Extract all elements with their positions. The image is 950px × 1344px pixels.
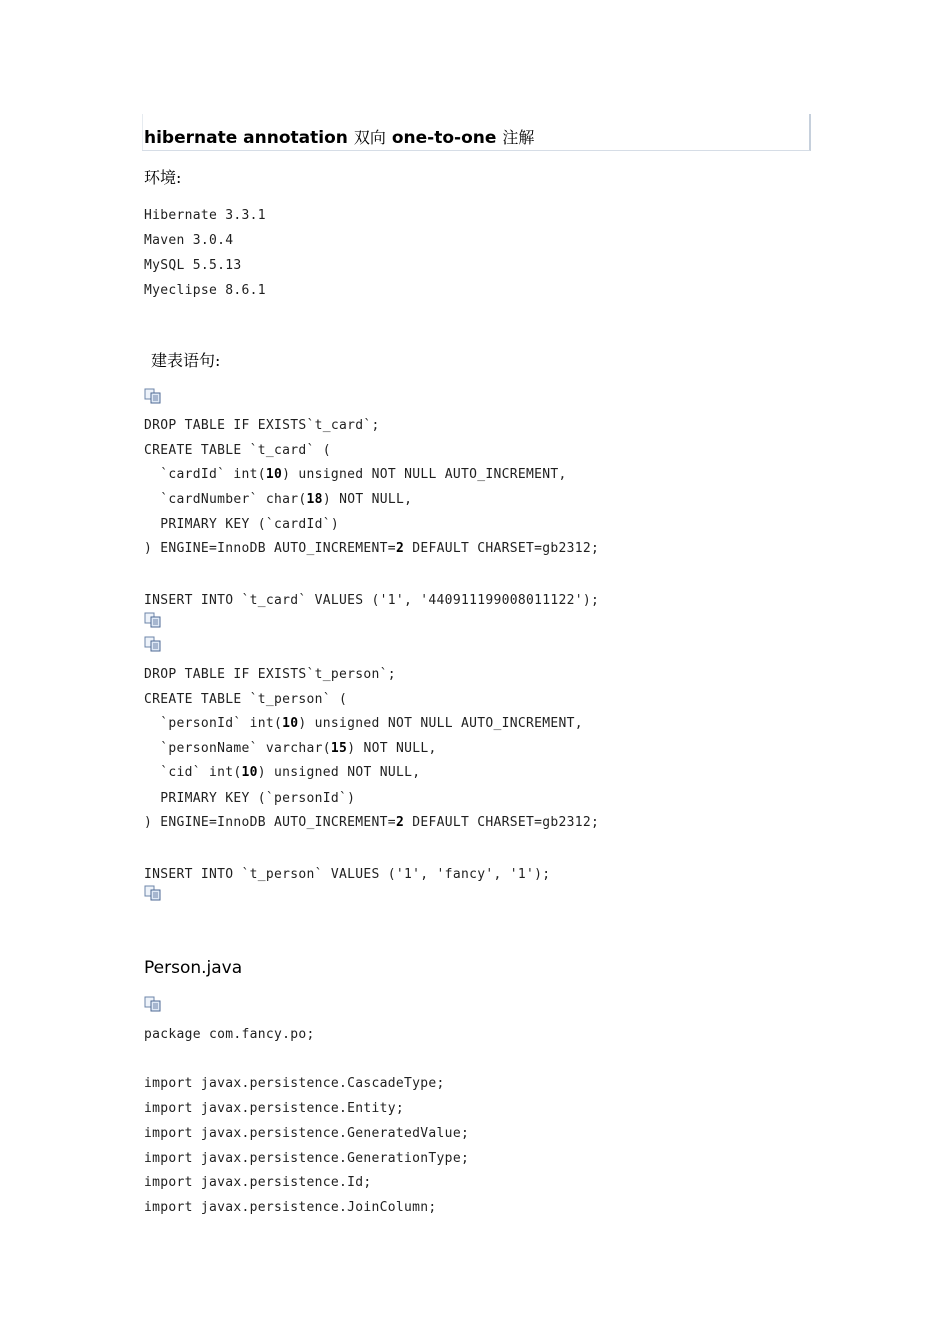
page-title bbox=[144, 125, 540, 148]
copy-code-icon[interactable] bbox=[144, 885, 162, 901]
java-package: package com.fancy.po; bbox=[144, 1027, 315, 1042]
sql-person-line-3: `personId` int(10) unsigned NOT NULL AUTO_INCREMENT, bbox=[144, 716, 583, 731]
env-line-1: Hibernate 3.3.1 bbox=[144, 208, 266, 223]
sql-card-line-6: ) ENGINE=InnoDB AUTO_INCREMENT=2 DEFAULT CHARSET=gb2312; bbox=[144, 541, 600, 556]
java-import-1: import javax.persistence.CascadeType; bbox=[144, 1076, 445, 1091]
sql-person-line-2: CREATE TABLE `t_person` ( bbox=[144, 692, 348, 707]
copy-code-icon[interactable] bbox=[144, 612, 162, 628]
title-part-2: 双向 bbox=[353, 128, 386, 147]
env-line-4: Myeclipse 8.6.1 bbox=[144, 283, 266, 298]
java-heading: Person.java bbox=[144, 958, 243, 978]
java-import-2: import javax.persistence.Entity; bbox=[144, 1101, 405, 1116]
java-import-4: import javax.persistence.GenerationType; bbox=[144, 1151, 470, 1166]
sql-card-line-1: DROP TABLE IF EXISTS`t_card`; bbox=[144, 418, 380, 433]
title-part-4: 注解 bbox=[502, 128, 535, 147]
sql-card-line-3: `cardId` int(10) unsigned NOT NULL AUTO_INCREMENT, bbox=[144, 467, 567, 482]
sql-person-insert: INSERT INTO `t_person` VALUES ('1', 'fancy', '1'); bbox=[144, 867, 551, 882]
env-heading: 环境: bbox=[144, 168, 182, 187]
env-line-2: Maven 3.0.4 bbox=[144, 233, 234, 248]
sql-person-line-4: `personName` varchar(15) NOT NULL, bbox=[144, 741, 437, 756]
title-part-1: hibernate annotation bbox=[144, 128, 348, 148]
java-import-6: import javax.persistence.JoinColumn; bbox=[144, 1200, 437, 1215]
env-line-3: MySQL 5.5.13 bbox=[144, 258, 242, 273]
copy-code-icon[interactable] bbox=[144, 388, 162, 404]
sql-person-line-5: `cid` int(10) unsigned NOT NULL, bbox=[144, 765, 421, 780]
sql-card-line-2: CREATE TABLE `t_card` ( bbox=[144, 443, 331, 458]
java-import-5: import javax.persistence.Id; bbox=[144, 1175, 372, 1190]
sql-card-line-4: `cardNumber` char(18) NOT NULL, bbox=[144, 492, 413, 507]
sql-card-line-5: PRIMARY KEY (`cardId`) bbox=[144, 517, 340, 532]
sql-card-insert: INSERT INTO `t_card` VALUES ('1', '440911199008011122'); bbox=[144, 593, 600, 608]
sql-person-line-6: PRIMARY KEY (`personId`) bbox=[144, 791, 356, 806]
sql-person-line-1: DROP TABLE IF EXISTS`t_person`; bbox=[144, 667, 396, 682]
sql-heading: 建表语句: bbox=[151, 351, 221, 370]
copy-code-icon[interactable] bbox=[144, 636, 162, 652]
copy-code-icon[interactable] bbox=[144, 996, 162, 1012]
title-part-3: one-to-one bbox=[391, 128, 497, 148]
java-import-3: import javax.persistence.GeneratedValue; bbox=[144, 1126, 470, 1141]
sql-person-line-7: ) ENGINE=InnoDB AUTO_INCREMENT=2 DEFAULT CHARSET=gb2312; bbox=[144, 815, 600, 830]
